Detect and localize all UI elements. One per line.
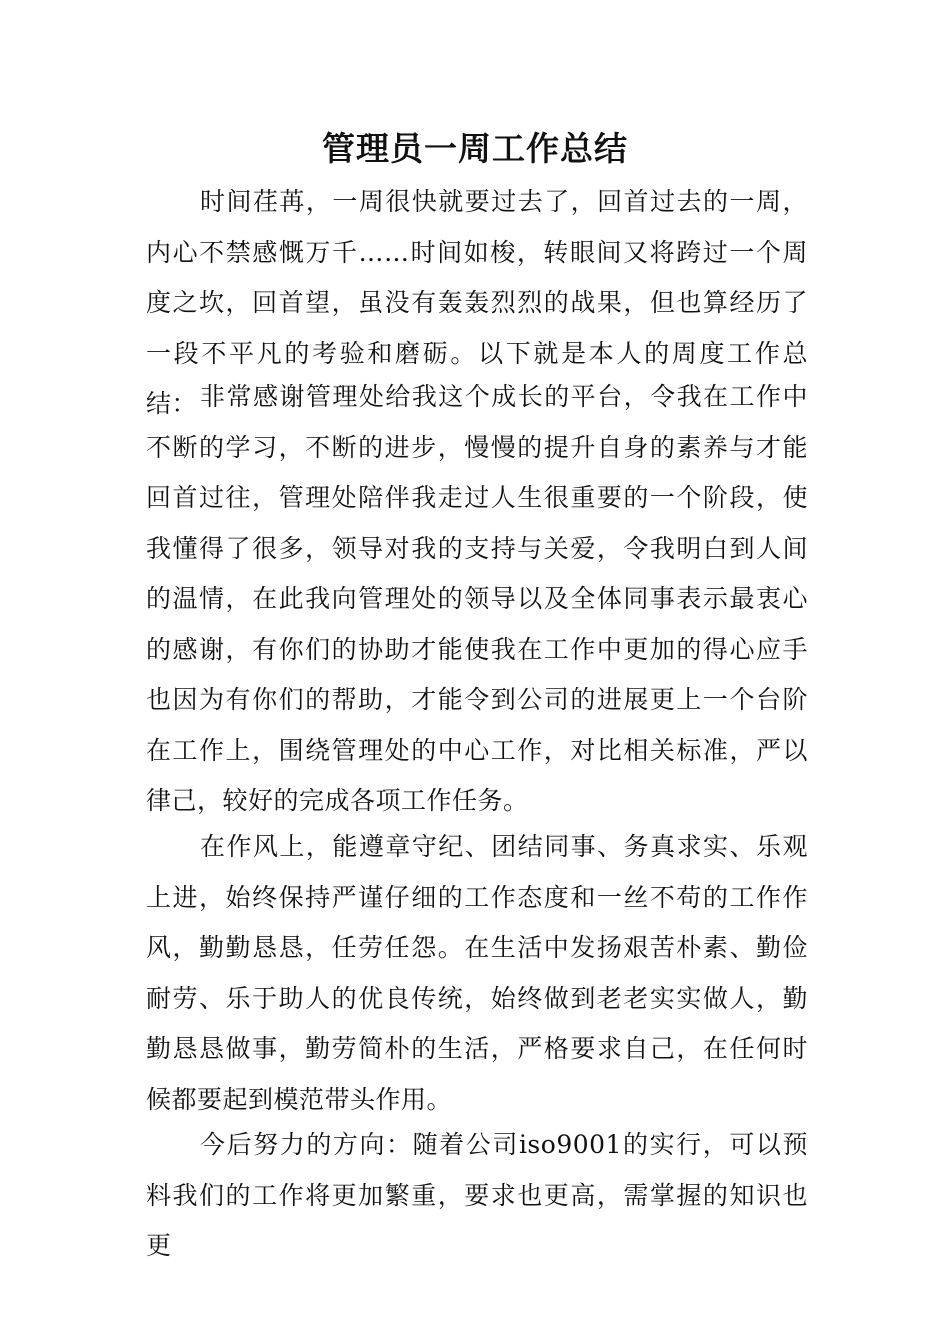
document-title: 管理员一周工作总结: [322, 129, 628, 168]
paragraph-future-direction: 今后努力的方向：随着公司iso9001的实行，可以预料我们的工作将更加繁重，要求也更高，需掌握的知识也更: [146, 1130, 808, 1260]
paragraph-work-style: 在作风上，能遵章守纪、团结同事、务真求实、乐观上进，始终保持严谨仔细的工作态度和一丝不苟的工作作风，勤勤恳恳，任劳任怨。在生活中发扬艰苦朴素、勤俭耐劳、乐于助人的优良传统，始终做到老老实实做人，勤勤恳恳做事，勤劳简朴的生活，严格要求自己，在任何时候都要起到模范带头作用。: [146, 832, 808, 1114]
paragraph-gratitude: 非常感谢管理处给我这个成长的平台，令我在工作中不断的学习，不断的进步，慢慢的提升自身的素养与才能回首过往，管理处陪伴我走过人生很重要的一个阶段，使我懂得了很多，领导对我的支持与关爱，令我明白到人间的温情，在此我向管理处的领导以及全体同事表示最衷心的感谢，有你们的协助才能使我在工作中更加的得心应手也因为有你们的帮助，才能令到公司的进展更上一个台阶在工作上，围绕管理处的中心工作，对比相关标准，严以律己，较好的完成各项工作任务。: [146, 382, 808, 815]
paragraph-intro: 时间荏苒，一周很快就要过去了，回首过去的一周，内心不禁感慨万千……时间如梭，转眼间又将跨过一个周度之坎，回首望，虽没有轰轰烈烈的战果，但也算经历了一段不平凡的考验和磨砺。以下就是本人的周度工作总结：: [146, 187, 808, 418]
